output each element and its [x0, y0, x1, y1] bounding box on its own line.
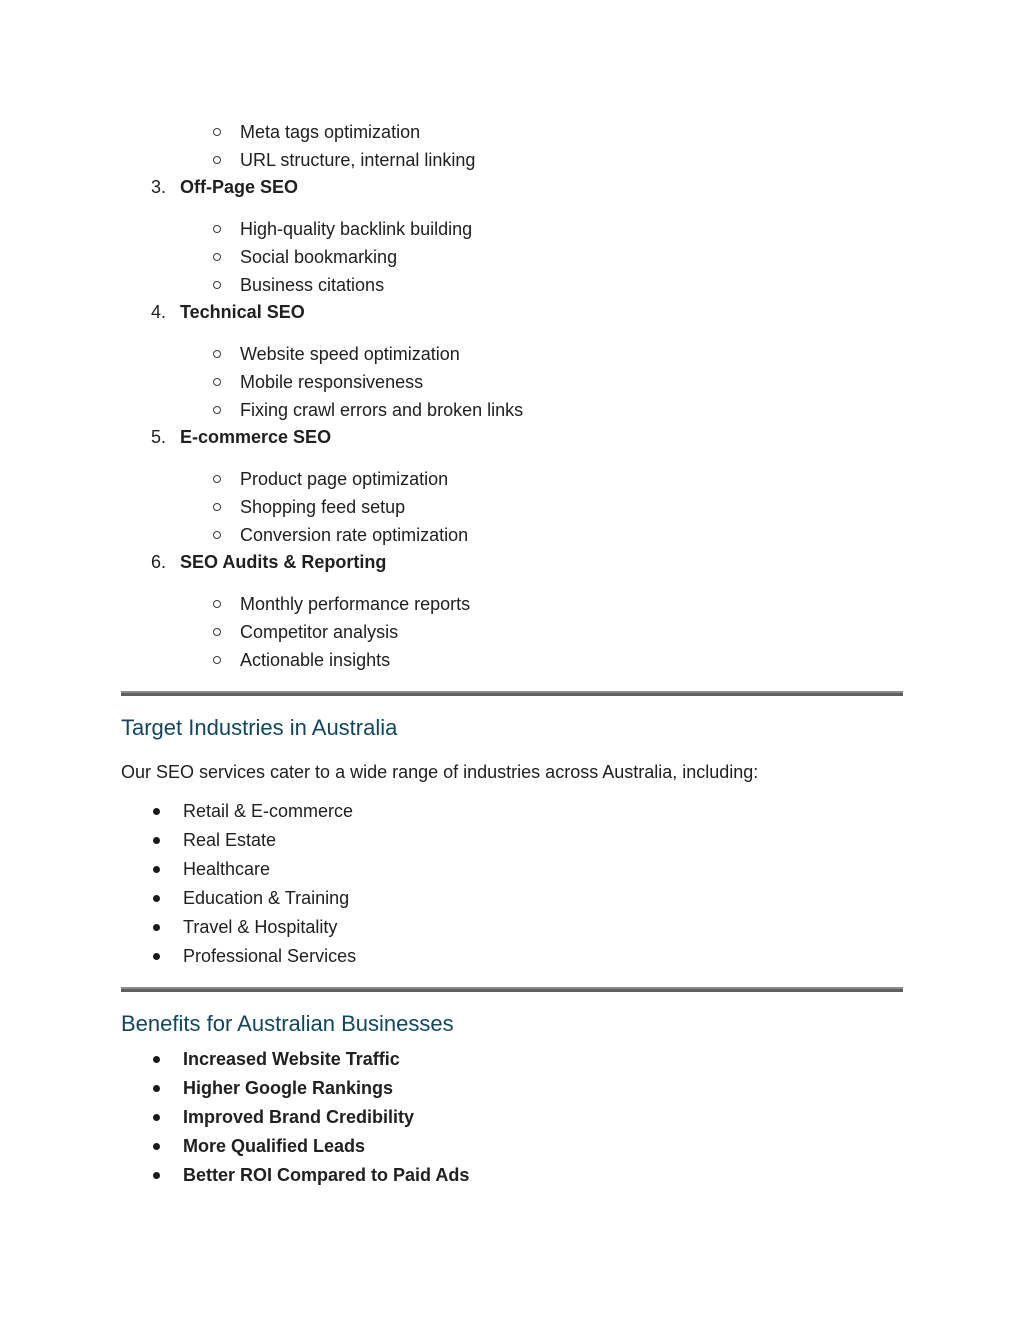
numbered-group — [121, 299, 903, 424]
list-item-text: Retail & E-commerce — [183, 801, 354, 821]
list-item-text: Education & Training — [183, 888, 350, 908]
section-divider — [121, 691, 903, 696]
list-item-text: Meta tags optimization — [240, 121, 421, 142]
target-industries-heading: Target Industries in Australia — [121, 715, 398, 740]
disc-bullet-icon — [153, 953, 160, 960]
list-item-text: Competitor analysis — [240, 621, 399, 642]
disc-bullet-icon — [153, 1114, 160, 1121]
numbered-group — [121, 549, 903, 674]
disc-bullet-icon — [153, 1172, 160, 1179]
disc-bullet-icon — [153, 837, 160, 844]
circle-bullet-icon — [213, 475, 221, 483]
disc-bullet-icon — [153, 895, 160, 902]
benefits-heading: Benefits for Australian Businesses — [121, 1011, 454, 1036]
list-item — [121, 271, 903, 299]
list-item — [121, 1074, 903, 1103]
disc-bullet-icon — [153, 808, 160, 815]
item-title: SEO Audits & Reporting — [180, 552, 387, 572]
list-item — [121, 465, 903, 493]
numbered-item — [121, 174, 903, 201]
list-item-text: Fixing crawl errors and broken links — [240, 399, 524, 420]
numbered-group — [121, 424, 903, 549]
item-number: 4. — [151, 302, 167, 322]
list-item — [121, 340, 903, 368]
item-number: 6. — [151, 552, 167, 572]
list-item-text: More Qualified Leads — [183, 1136, 366, 1156]
list-item-text: Website speed optimization — [240, 343, 460, 364]
list-item-text: URL structure, internal linking — [240, 149, 476, 170]
circle-bullet-icon — [213, 628, 221, 636]
list-item — [121, 368, 903, 396]
circle-bullet-icon — [213, 253, 221, 261]
list-item-text: Conversion rate optimization — [240, 524, 469, 545]
item-title: E-commerce SEO — [180, 427, 332, 447]
list-item — [121, 826, 903, 855]
subitem-list-intro — [121, 118, 903, 174]
list-item-text: Monthly performance reports — [240, 593, 471, 614]
list-item-text: Real Estate — [183, 830, 277, 850]
circle-bullet-icon — [213, 531, 221, 539]
disc-bullet-icon — [153, 1056, 160, 1063]
list-item-text: Actionable insights — [240, 649, 391, 670]
numbered-item — [121, 549, 903, 576]
section-divider — [121, 987, 903, 992]
list-item — [121, 855, 903, 884]
list-item-text: Better ROI Compared to Paid Ads — [183, 1165, 470, 1185]
list-item-text: Increased Website Traffic — [183, 1049, 400, 1069]
list-item — [121, 797, 903, 826]
list-item-text: Higher Google Rankings — [183, 1078, 394, 1098]
circle-bullet-icon — [213, 656, 221, 664]
list-item-text: Improved Brand Credibility — [183, 1107, 415, 1127]
circle-bullet-icon — [213, 378, 221, 386]
list-item — [121, 243, 903, 271]
disc-bullet-icon — [153, 1085, 160, 1092]
benefits-list — [121, 1045, 903, 1190]
list-item-text: Professional Services — [183, 946, 357, 966]
subitem-list — [121, 590, 903, 674]
list-item-text: Social bookmarking — [240, 246, 398, 267]
list-item — [121, 1103, 903, 1132]
list-item — [121, 942, 903, 971]
list-item — [121, 146, 903, 174]
list-item — [121, 493, 903, 521]
numbered-seo-list — [121, 174, 903, 674]
list-item — [121, 1132, 903, 1161]
list-item-text: Shopping feed setup — [240, 496, 406, 517]
list-item-text: Travel & Hospitality — [183, 917, 338, 937]
disc-bullet-icon — [153, 1143, 160, 1150]
circle-bullet-icon — [213, 281, 221, 289]
list-item — [121, 215, 903, 243]
item-number: 5. — [151, 427, 167, 447]
list-item — [121, 646, 903, 674]
list-item-text: Healthcare — [183, 859, 271, 879]
item-number: 3. — [151, 177, 167, 197]
circle-bullet-icon — [213, 503, 221, 511]
circle-bullet-icon — [213, 156, 221, 164]
numbered-group — [121, 174, 903, 299]
list-item — [121, 590, 903, 618]
subitem-list — [121, 340, 903, 424]
circle-bullet-icon — [213, 600, 221, 608]
list-item — [121, 396, 903, 424]
numbered-item — [121, 299, 903, 326]
item-title: Technical SEO — [180, 302, 305, 322]
circle-bullet-icon — [213, 128, 221, 136]
list-item-text: Business citations — [240, 274, 385, 295]
subitem-list — [121, 215, 903, 299]
list-item-text: Mobile responsiveness — [240, 371, 424, 392]
circle-bullet-icon — [213, 350, 221, 358]
industries-list — [121, 797, 903, 971]
list-item — [121, 1045, 903, 1074]
list-item-text: High-quality backlink building — [240, 218, 473, 239]
target-industries-intro: Our SEO services cater to a wide range of industries across Australia, including: — [121, 762, 759, 782]
list-item — [121, 118, 903, 146]
list-item — [121, 913, 903, 942]
subitem-list — [121, 465, 903, 549]
disc-bullet-icon — [153, 924, 160, 931]
list-item — [121, 1161, 903, 1190]
list-item — [121, 521, 903, 549]
numbered-item — [121, 424, 903, 451]
item-title: Off-Page SEO — [180, 177, 299, 197]
list-item-text: Product page optimization — [240, 468, 449, 489]
circle-bullet-icon — [213, 225, 221, 233]
list-item — [121, 884, 903, 913]
disc-bullet-icon — [153, 866, 160, 873]
list-item — [121, 618, 903, 646]
circle-bullet-icon — [213, 406, 221, 414]
